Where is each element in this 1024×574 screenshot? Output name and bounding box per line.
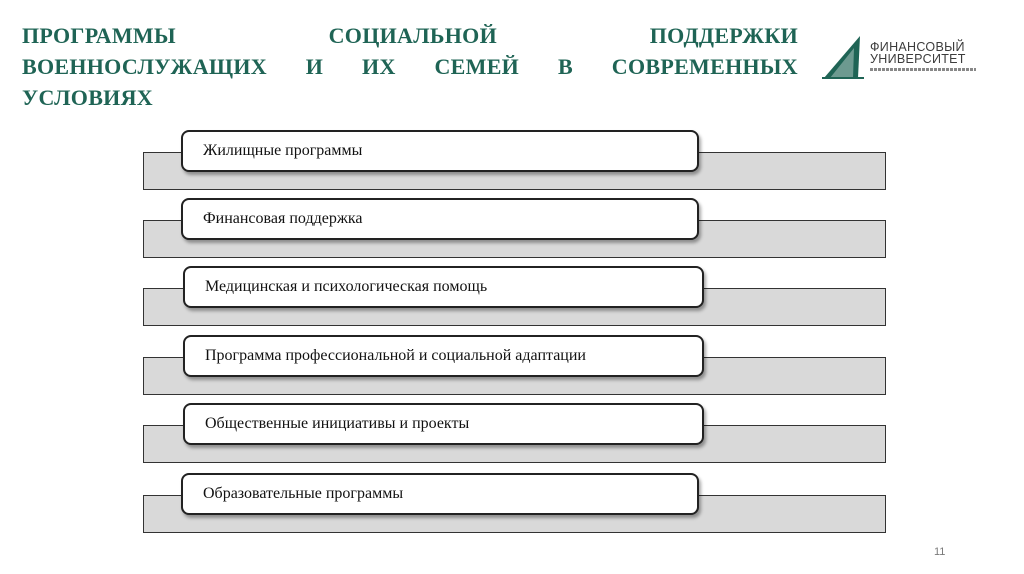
page-number: 11 <box>934 546 946 558</box>
program-item-medical: Медицинская и психологическая помощь <box>183 266 704 308</box>
program-item-housing: Жилищные программы <box>181 130 699 172</box>
program-item-education: Образовательные программы <box>181 473 699 515</box>
logo-text-line-2: УНИВЕРСИТЕТ <box>870 52 966 66</box>
program-row <box>143 266 886 338</box>
title-line-3: УСЛОВИЯХ <box>22 85 153 110</box>
program-row <box>143 403 886 475</box>
slide-title <box>22 20 798 113</box>
program-row <box>143 198 886 270</box>
program-row <box>143 473 886 545</box>
title-line-1: ПРОГРАММЫ СОЦИАЛЬНОЙ ПОДДЕРЖКИ <box>22 23 798 48</box>
program-item-financial: Финансовая поддержка <box>181 198 699 240</box>
logo-text-line-1: ФИНАНСОВЫЙ <box>870 40 965 54</box>
logo-emblem-icon <box>820 34 866 80</box>
university-logo <box>820 34 980 80</box>
program-item-initiatives: Общественные инициативы и проекты <box>183 403 704 445</box>
logo-tagline-strip <box>870 68 976 71</box>
program-item-adaptation: Программа профессиональной и социальной адаптации <box>183 335 704 377</box>
program-row <box>143 130 886 202</box>
program-row <box>143 335 886 407</box>
title-line-2: ВОЕННОСЛУЖАЩИХ И ИХ СЕМЕЙ В СОВРЕМЕННЫХ <box>22 54 798 79</box>
